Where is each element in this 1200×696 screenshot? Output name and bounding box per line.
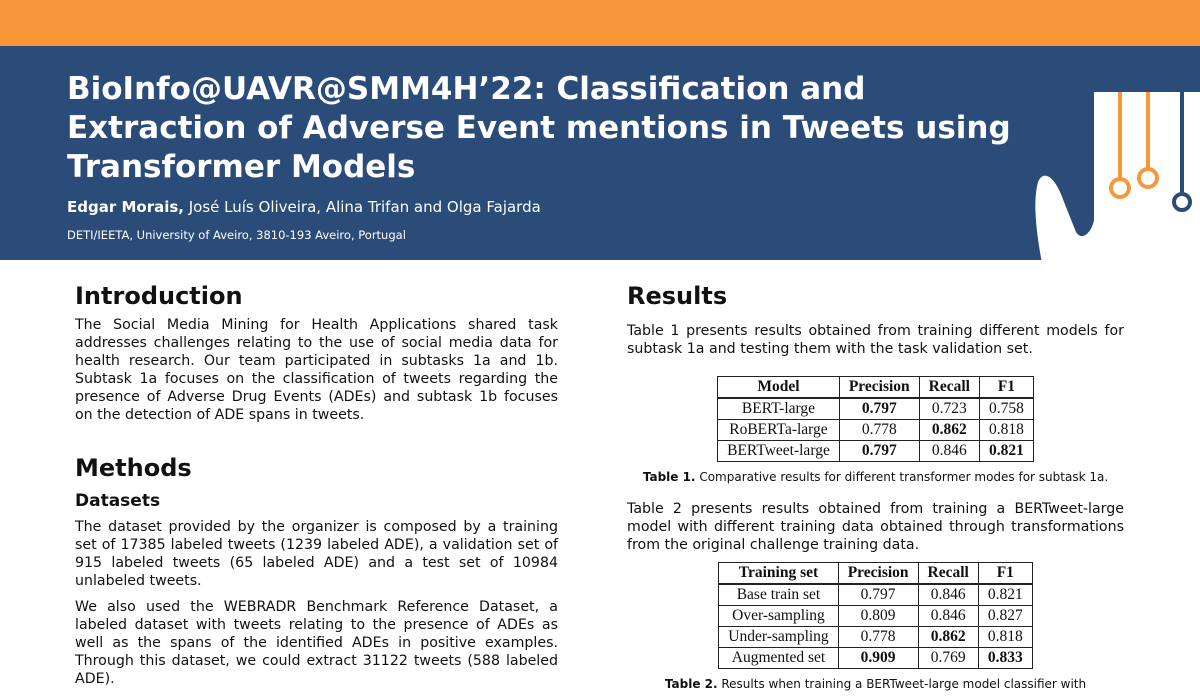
table-row <box>719 606 1032 627</box>
introduction-text: The Social Media Mining for Health Applications shared task addresses challenges relating to the use of social media data for health research. Our team participated in subtasks 1a and 1b. Subtask 1a focuses on the classification of tweets regarding the presence of Adverse Drug Events (ADEs) and subtask 1b focuses on the detection of ADE spans in tweets. <box>75 317 558 423</box>
table-cell: 0.797 <box>838 584 918 606</box>
table-cell: 0.846 <box>918 584 978 606</box>
table-2-header: Training set <box>719 563 838 585</box>
presenting-author: Edgar Morais, <box>67 198 184 216</box>
table-row <box>719 648 1032 669</box>
table-1-header: Precision <box>839 377 919 399</box>
caption-label: Table 1. <box>642 470 696 484</box>
table-cell: 0.821 <box>978 584 1032 606</box>
results-paragraph-1: Table 1 presents results obtained from training different models for subtask 1a and testing them with the task validation set. <box>627 323 1124 357</box>
caption-label: Table 2. <box>664 677 718 691</box>
table-row <box>718 398 1034 420</box>
poster-title: BioInfo@UAVR@SMM4H’22: Classification and Extraction of Adverse Event mentions in Tweets using Transformer Models <box>67 71 1011 185</box>
datasets-paragraph-1: The dataset provided by the organizer is composed by a training set of 17385 labeled tweets (1239 labeled ADE), a validation set of 915 labeled tweets (65 labeled ADE) and a test set of 10984 unlabeled tweets. <box>75 519 558 589</box>
table-2-header: F1 <box>978 563 1032 585</box>
results-heading: Results <box>627 282 728 310</box>
table-cell: 0.833 <box>978 648 1032 669</box>
table-2-header: Precision <box>838 563 918 585</box>
hand-circuit-logo <box>1020 92 1200 260</box>
right-column <box>627 270 1124 693</box>
table-row <box>718 420 1034 441</box>
coauthors: José Luís Oliveira, Alina Trifan and Olga Fajarda <box>183 198 541 216</box>
table-cell: 0.778 <box>839 420 919 441</box>
caption-text: Comparative results for different transformer modes for subtask 1a. <box>695 470 1109 484</box>
methods-heading: Methods <box>75 454 192 482</box>
table-cell: 0.758 <box>980 398 1034 420</box>
table-cell: 0.862 <box>919 420 979 441</box>
table-1-header: Recall <box>919 377 979 399</box>
table-row <box>719 584 1032 606</box>
affiliation: DETI/IEETA, University of Aveiro, 3810-193 Aveiro, Portugal <box>67 228 406 242</box>
table-cell: BERTweet-large <box>718 441 840 462</box>
results-paragraph-2: Table 2 presents results obtained from training a BERTweet-large model with different training data obtained through transformations from the original challenge training data. <box>627 501 1124 553</box>
table-cell: 0.821 <box>980 441 1034 462</box>
table-2-header: Recall <box>918 563 978 585</box>
table-cell: 0.797 <box>839 398 919 420</box>
table-cell: 0.818 <box>978 627 1032 648</box>
datasets-paragraph-2: We also used the WEBRADR Benchmark Reference Dataset, a labeled dataset with tweets relating to the presence of ADEs as well as the spans of the identified ADEs in positive examples. Through this dataset, we could extract 31122 tweets (588 labeled ADE). <box>75 599 558 687</box>
table-cell: 0.778 <box>838 627 918 648</box>
table-cell: 0.846 <box>918 606 978 627</box>
table-cell: 0.723 <box>919 398 979 420</box>
table-cell: 0.818 <box>980 420 1034 441</box>
table-cell: 0.862 <box>918 627 978 648</box>
table-cell: 0.809 <box>838 606 918 627</box>
table-1-header: F1 <box>980 377 1034 399</box>
table-cell: 0.846 <box>919 441 979 462</box>
table-2 <box>718 562 1032 669</box>
table-cell: Over-sampling <box>719 606 838 627</box>
table-1-caption <box>627 468 1124 486</box>
introduction-heading: Introduction <box>75 282 243 310</box>
top-accent-bar <box>0 0 1200 46</box>
table-1-header: Model <box>718 377 840 399</box>
table-cell: 0.909 <box>838 648 918 669</box>
table-cell: 0.769 <box>918 648 978 669</box>
table-cell: Base train set <box>719 584 838 606</box>
poster-header <box>0 46 1200 260</box>
caption-text: Results when training a BERTweet-large model classifier with <box>717 677 1087 691</box>
table-row <box>718 441 1034 462</box>
table-cell: Augmented set <box>719 648 838 669</box>
table-cell: BERT-large <box>718 398 840 420</box>
datasets-heading: Datasets <box>75 491 161 511</box>
table-2-caption <box>627 675 1124 693</box>
table-cell: Under-sampling <box>719 627 838 648</box>
table-cell: 0.797 <box>839 441 919 462</box>
table-row <box>719 627 1032 648</box>
author-list <box>67 198 541 216</box>
left-column <box>75 270 558 696</box>
table-1 <box>717 376 1034 462</box>
table-cell: RoBERTa-large <box>718 420 840 441</box>
table-cell: 0.827 <box>978 606 1032 627</box>
